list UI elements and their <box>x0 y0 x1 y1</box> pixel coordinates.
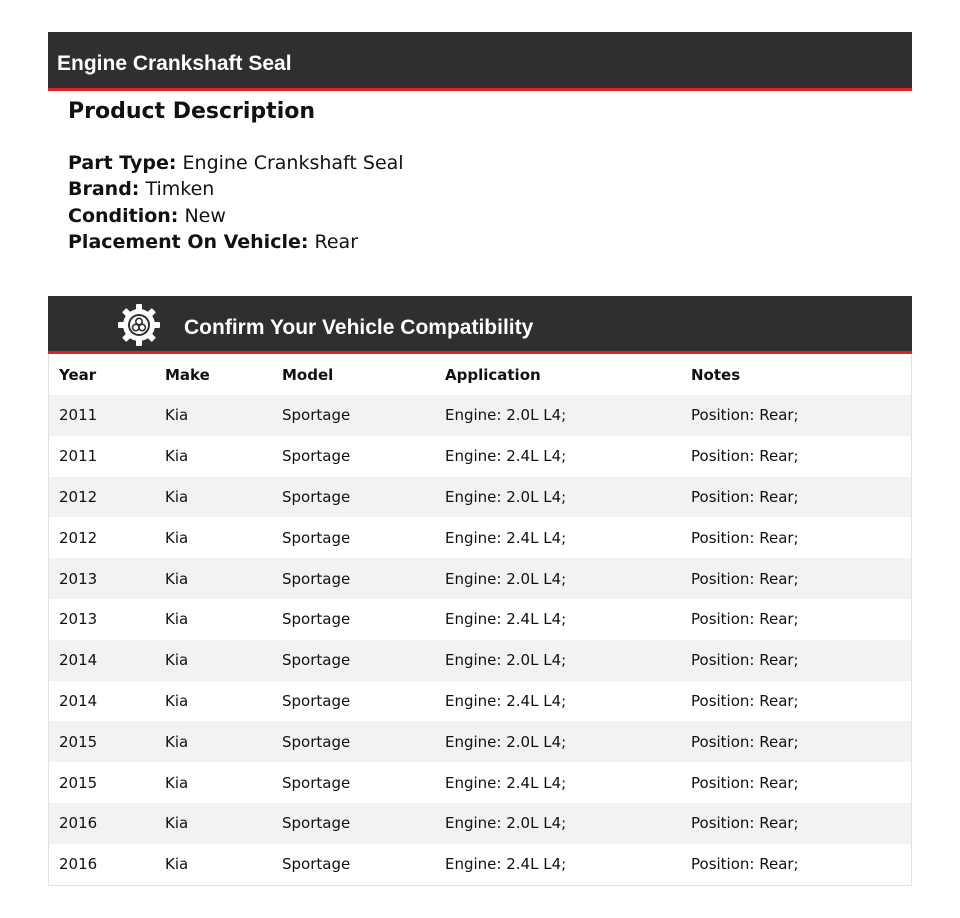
description-row-placement <box>68 229 404 255</box>
table-row <box>49 681 911 722</box>
cell-application: Engine: 2.4L L4; <box>445 447 567 466</box>
description-row-part-type <box>68 150 404 176</box>
cell-make: Kia <box>165 569 189 588</box>
cell-model: Sportage <box>282 691 351 710</box>
cell-make: Kia <box>165 406 189 425</box>
cell-application: Engine: 2.0L L4; <box>445 406 567 425</box>
cell-notes: Position: Rear; <box>691 447 799 466</box>
cell-year: 2011 <box>59 447 98 466</box>
table-row <box>49 762 911 803</box>
header-year: Year <box>59 365 97 384</box>
cell-notes: Position: Rear; <box>691 732 799 751</box>
cell-application: Engine: 2.0L L4; <box>445 487 567 506</box>
cell-application: Engine: 2.4L L4; <box>445 773 567 792</box>
cell-notes: Position: Rear; <box>691 814 799 833</box>
cell-model: Sportage <box>282 447 351 466</box>
field-value: Engine Crankshaft Seal <box>182 152 404 174</box>
cell-make: Kia <box>165 814 189 833</box>
cell-notes: Position: Rear; <box>691 610 799 629</box>
field-label: Part Type: <box>68 152 177 174</box>
table-row <box>49 558 911 599</box>
cell-year: 2016 <box>59 814 98 833</box>
cell-application: Engine: 2.0L L4; <box>445 814 567 833</box>
field-value: Timken <box>145 178 215 201</box>
field-value: New <box>184 204 226 227</box>
table-row <box>49 477 911 518</box>
description-list <box>68 150 404 255</box>
cell-model: Sportage <box>282 855 351 874</box>
cell-application: Engine: 2.4L L4; <box>445 691 567 710</box>
cell-model: Sportage <box>282 773 351 792</box>
cell-application: Engine: 2.0L L4; <box>445 569 567 588</box>
table-row <box>49 395 911 436</box>
header-notes: Notes <box>691 365 741 384</box>
cell-application: Engine: 2.0L L4; <box>445 732 567 751</box>
page-title: Engine Crankshaft Seal <box>57 52 292 75</box>
cell-make: Kia <box>165 487 189 506</box>
table-row <box>49 599 911 640</box>
table-body <box>49 395 911 885</box>
gear-icon <box>117 303 161 347</box>
cell-notes: Position: Rear; <box>691 406 799 425</box>
cell-notes: Position: Rear; <box>691 569 799 588</box>
description-heading: Product Description <box>68 99 316 124</box>
field-label: Placement On Vehicle: <box>68 230 309 253</box>
cell-application: Engine: 2.4L L4; <box>445 610 567 629</box>
product-description <box>68 96 404 255</box>
cell-model: Sportage <box>282 569 351 588</box>
cell-model: Sportage <box>282 528 351 547</box>
cell-make: Kia <box>165 651 189 670</box>
cell-year: 2015 <box>59 732 98 751</box>
cell-year: 2015 <box>59 773 98 792</box>
compatibility-banner <box>48 296 912 354</box>
description-row-brand <box>68 176 404 202</box>
cell-make: Kia <box>165 528 189 547</box>
cell-make: Kia <box>165 732 189 751</box>
cell-make: Kia <box>165 855 189 874</box>
cell-model: Sportage <box>282 406 351 425</box>
cell-model: Sportage <box>282 814 351 833</box>
header-make: Make <box>165 365 210 384</box>
cell-year: 2012 <box>59 487 98 506</box>
cell-application: Engine: 2.4L L4; <box>445 528 567 547</box>
cell-make: Kia <box>165 610 189 629</box>
field-label: Brand: <box>68 178 140 201</box>
cell-year: 2014 <box>59 691 98 710</box>
header-application: Application <box>445 365 541 384</box>
cell-make: Kia <box>165 773 189 792</box>
table-row <box>49 436 911 477</box>
cell-make: Kia <box>165 691 189 710</box>
cell-make: Kia <box>165 447 189 466</box>
cell-notes: Position: Rear; <box>691 528 799 547</box>
cell-notes: Position: Rear; <box>691 651 799 670</box>
cell-year: 2013 <box>59 569 98 588</box>
table-header-row <box>49 354 911 395</box>
cell-year: 2011 <box>59 406 98 425</box>
cell-model: Sportage <box>282 651 351 670</box>
title-banner <box>48 32 912 91</box>
cell-model: Sportage <box>282 732 351 751</box>
header-model: Model <box>282 365 334 384</box>
cell-model: Sportage <box>282 610 351 629</box>
cell-model: Sportage <box>282 487 351 506</box>
table-row <box>49 640 911 681</box>
cell-application: Engine: 2.0L L4; <box>445 651 567 670</box>
compatibility-title: Confirm Your Vehicle Compatibility <box>184 316 534 339</box>
table-row <box>49 803 911 844</box>
description-row-condition <box>68 203 404 229</box>
table-row <box>49 844 911 885</box>
cell-year: 2013 <box>59 610 98 629</box>
cell-notes: Position: Rear; <box>691 855 799 874</box>
cell-year: 2016 <box>59 855 98 874</box>
cell-year: 2014 <box>59 651 98 670</box>
cell-notes: Position: Rear; <box>691 487 799 506</box>
cell-application: Engine: 2.4L L4; <box>445 855 567 874</box>
cell-notes: Position: Rear; <box>691 691 799 710</box>
table-row <box>49 721 911 762</box>
table-row <box>49 517 911 558</box>
cell-year: 2012 <box>59 528 98 547</box>
compatibility-table <box>48 354 912 886</box>
field-value: Rear <box>314 230 359 253</box>
cell-notes: Position: Rear; <box>691 773 799 792</box>
field-label: Condition: <box>68 204 179 227</box>
